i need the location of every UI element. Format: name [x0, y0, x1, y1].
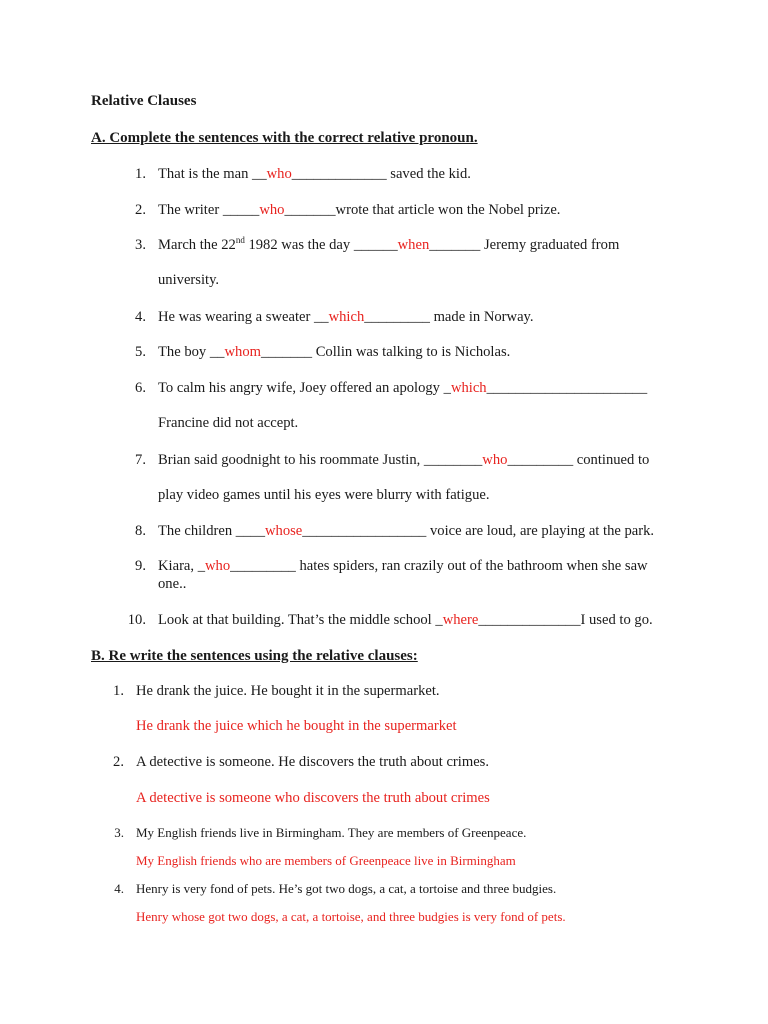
sentence-3 — [158, 237, 619, 254]
sentence-text: Look at that building. That’s the middle school _ — [158, 612, 443, 628]
sentence-7 — [158, 452, 649, 469]
sentence-2 — [158, 202, 560, 219]
rewrite-question-2: A detective is someone. He discovers the truth about crimes. — [136, 754, 489, 770]
sentence-text: He was wearing a sweater __ — [158, 309, 329, 325]
answer-text: who — [482, 452, 508, 468]
sentence-8 — [158, 523, 654, 540]
sentence-text: _________________ voice are loud, are playing at the park. — [302, 523, 655, 539]
sentence-text: _________ hates spiders, ran crazily out of the bathroom when she saw — [230, 558, 648, 574]
answer-text: whose — [265, 523, 303, 539]
item-number: 4. — [114, 881, 124, 896]
rewrite-answer-1: He drank the juice which he bought in the supermarket — [136, 718, 457, 734]
sentence-7-continuation: play video games until his eyes were blurry with fatigue. — [158, 487, 490, 503]
sentence-text: The boy __ — [158, 344, 225, 360]
answer-text: who — [259, 202, 285, 218]
item-number: 1. — [135, 166, 146, 182]
sentence-6 — [158, 380, 647, 397]
sentence-text: 1982 was the day ______ — [244, 237, 398, 253]
sentence-9-continuation: one.. — [158, 576, 187, 592]
sentence-text: To calm his angry wife, Joey offered an apology _ — [158, 380, 451, 396]
sentence-text: _________ made in Norway. — [364, 309, 534, 325]
answer-text: who — [205, 558, 231, 574]
item-number: 2. — [113, 754, 124, 770]
sentence-3-continuation: university. — [158, 272, 220, 288]
sentence-text: Brian said goodnight to his roommate Justin, ________ — [158, 452, 483, 468]
answer-text: who — [266, 166, 292, 182]
sentence-text: March the 22 — [158, 237, 236, 253]
rewrite-question-3: My English friends live in Birmingham. They are members of Greenpeace. — [136, 825, 527, 840]
answer-text: which — [328, 309, 365, 325]
sentence-text: _________ continued to — [507, 452, 650, 468]
ordinal-superscript: nd — [235, 235, 245, 246]
sentence-4 — [158, 309, 534, 326]
answer-text: which — [450, 380, 487, 396]
sentence-text: ______________________ — [486, 380, 648, 396]
answer-text: whom — [224, 344, 261, 360]
rewrite-answer-3: My English friends who are members of Greenpeace live in Birmingham — [136, 853, 516, 868]
item-number: 3. — [135, 237, 146, 253]
answer-text: when — [397, 237, 430, 253]
item-number: 1. — [113, 683, 124, 699]
section-b-heading: B. Re write the sentences using the relative clauses: — [91, 648, 418, 664]
item-number: 4. — [135, 309, 146, 325]
sentence-10 — [158, 612, 653, 629]
answer-text: where — [442, 612, 479, 628]
sentence-text: The children ____ — [158, 523, 265, 539]
sentence-text: Kiara, _ — [158, 558, 206, 574]
sentence-6-continuation: Francine did not accept. — [158, 415, 299, 431]
sentence-text: _______wrote that article won the Nobel prize. — [284, 202, 561, 218]
sentence-text: _______ Collin was talking to is Nicholas. — [260, 344, 511, 360]
sentence-text: The writer _____ — [158, 202, 260, 218]
sentence-text: _____________ saved the kid. — [291, 166, 471, 182]
item-number: 2. — [135, 202, 146, 218]
item-number: 8. — [135, 523, 146, 539]
item-number: 10. — [127, 612, 146, 628]
sentence-9 — [158, 558, 648, 575]
section-a-heading: A. Complete the sentences with the correct relative pronoun. — [91, 130, 478, 146]
rewrite-question-1: He drank the juice. He bought it in the supermarket. — [136, 683, 440, 699]
item-number: 6. — [135, 380, 146, 396]
sentence-5 — [158, 344, 510, 361]
page-title: Relative Clauses — [91, 93, 197, 109]
item-number: 7. — [135, 452, 146, 468]
rewrite-answer-4: Henry whose got two dogs, a cat, a tortoise, and three budgies is very fond of pets. — [136, 909, 566, 924]
sentence-text: _______ Jeremy graduated from — [429, 237, 620, 253]
sentence-1 — [158, 166, 471, 183]
item-number: 5. — [135, 344, 146, 360]
sentence-text: That is the man __ — [158, 166, 267, 182]
item-number: 9. — [135, 558, 146, 574]
sentence-text: ______________I used to go. — [478, 612, 653, 628]
rewrite-question-4: Henry is very fond of pets. He’s got two dogs, a cat, a tortoise and three budgies. — [136, 881, 557, 896]
rewrite-answer-2: A detective is someone who discovers the truth about crimes — [136, 790, 490, 806]
item-number: 3. — [114, 825, 124, 840]
